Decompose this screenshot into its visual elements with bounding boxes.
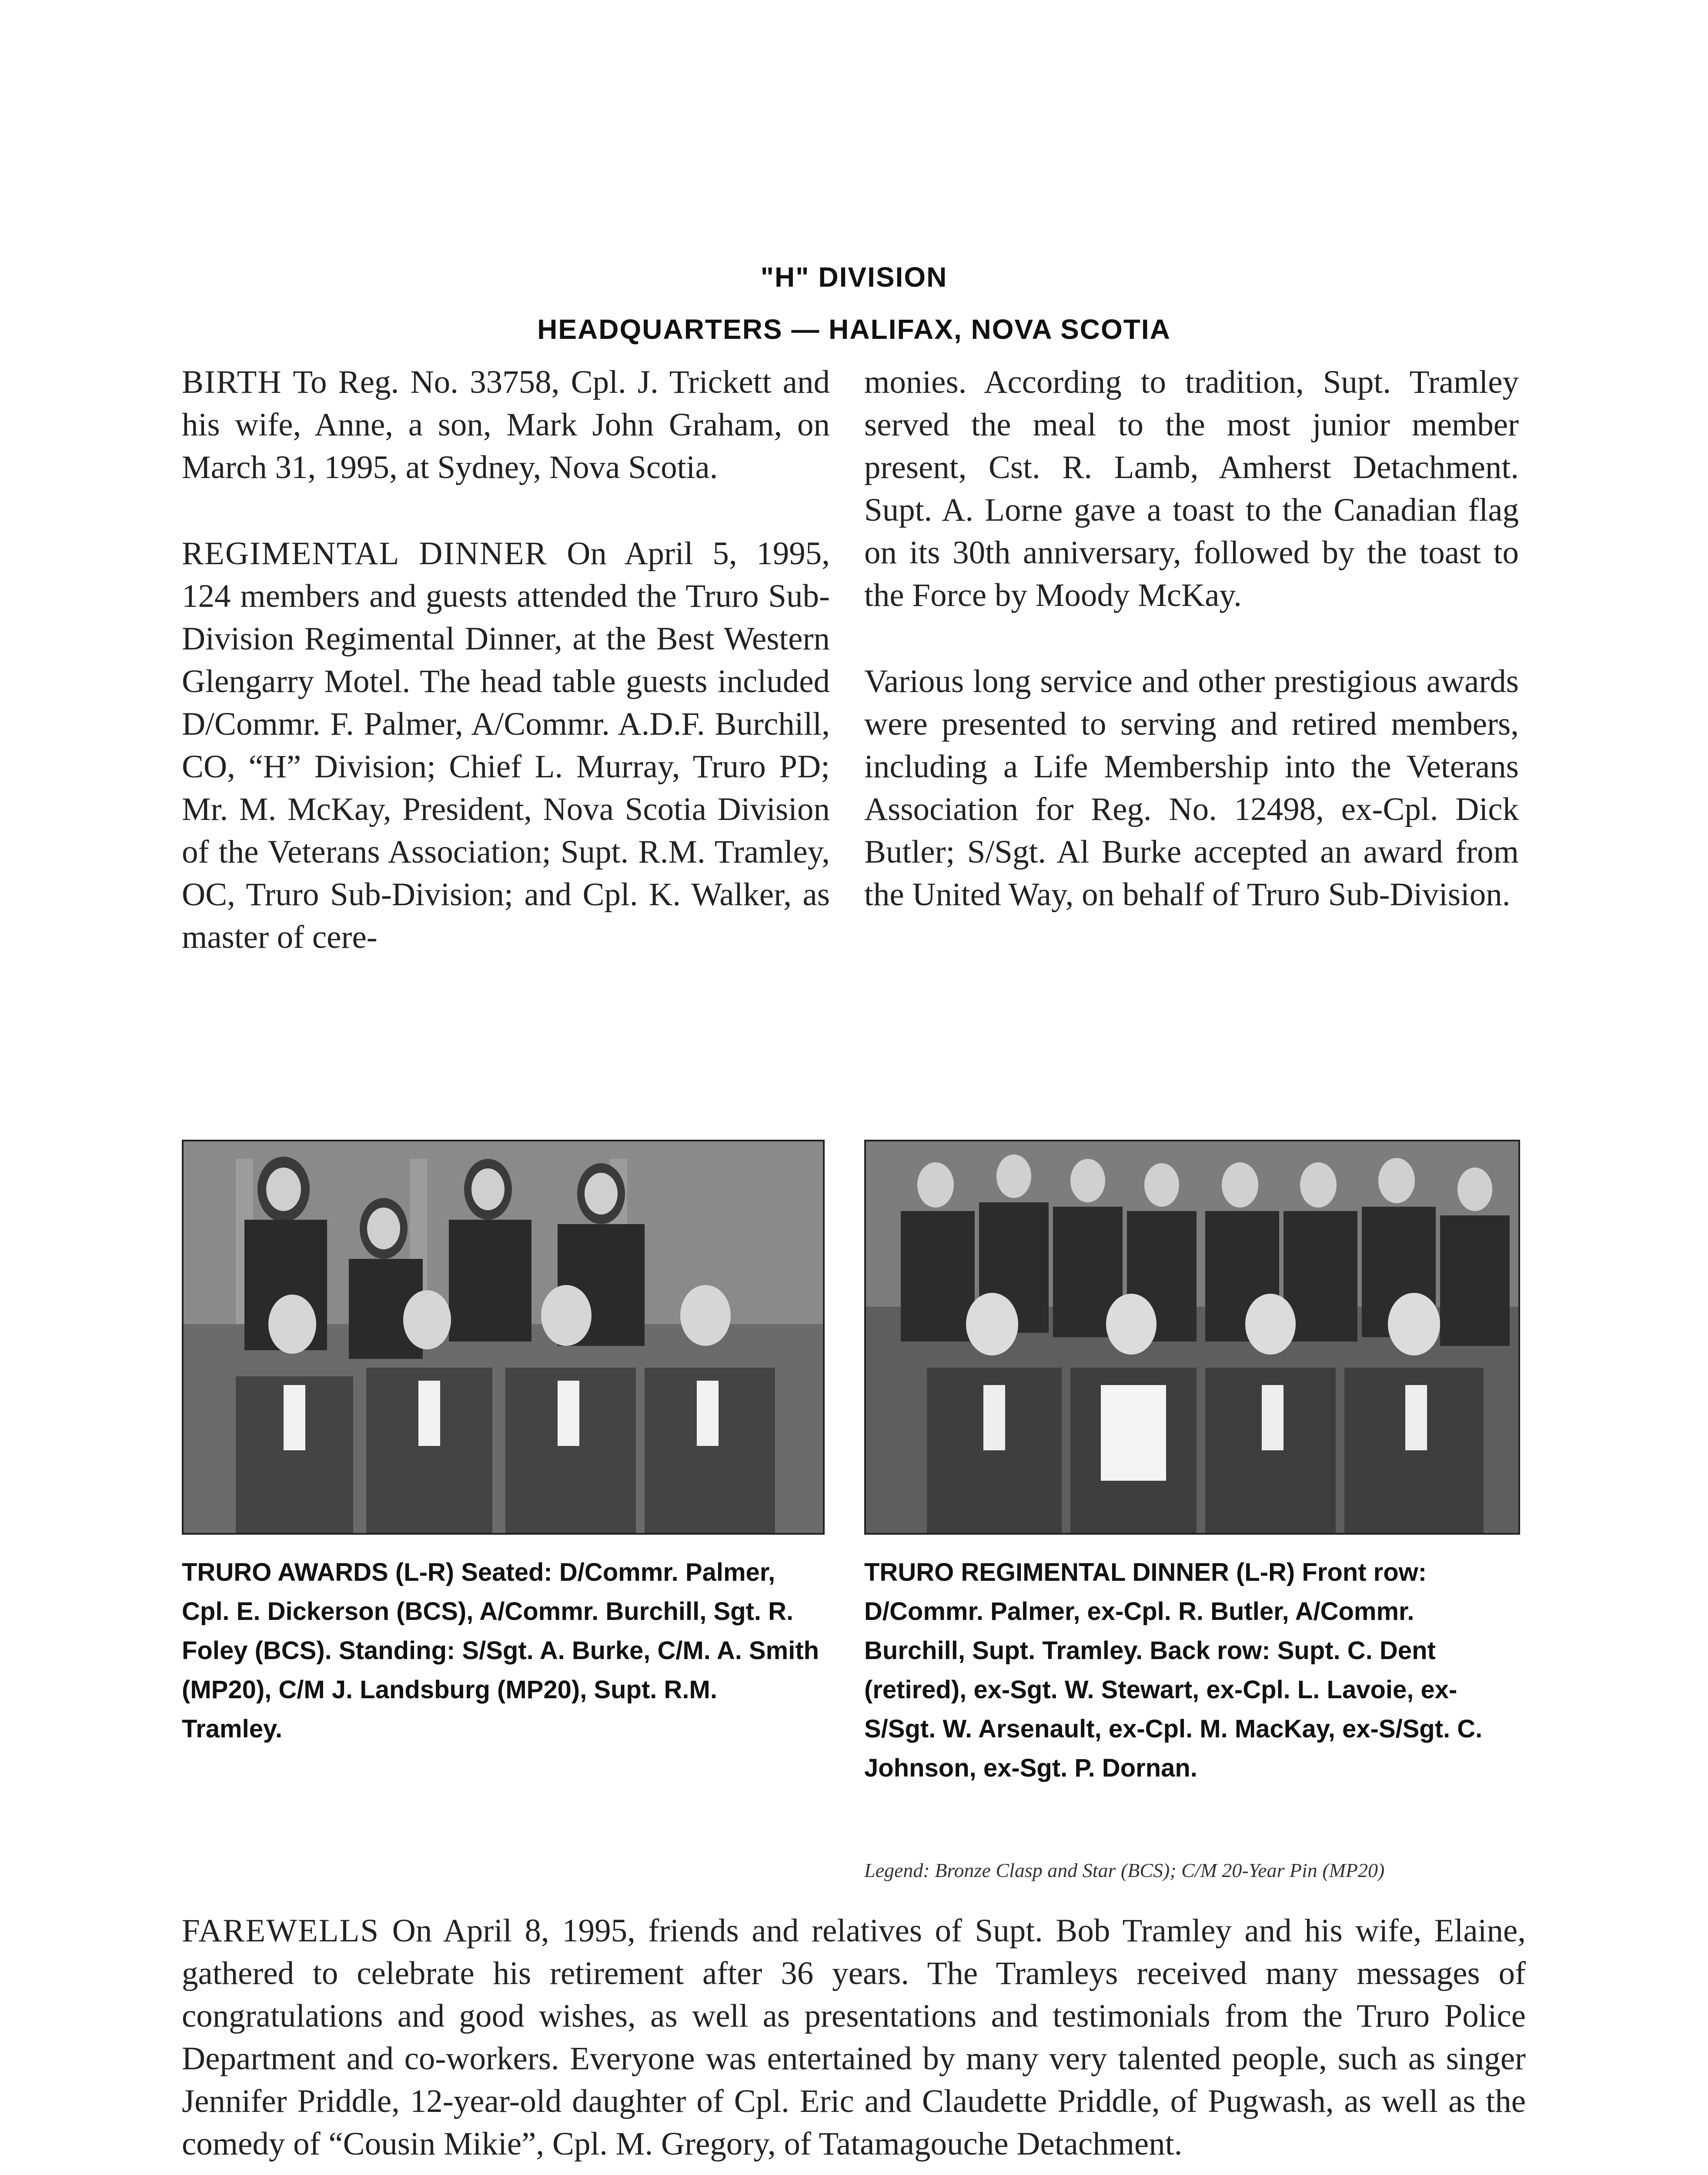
left-column (182, 361, 830, 1002)
farewells-paragraph (182, 1910, 1526, 2165)
dinner-heading: REGIMENTAL DINNER (182, 535, 548, 572)
birth-text: To Reg. No. 33758, Cpl. J. Trickett and his wife, Anne, a son, Mark John Graham, on March 31, 1995, at Sydney, Nova Scotia. (182, 364, 830, 485)
legend-note (864, 1857, 1517, 1884)
legend-label: Legend: (864, 1859, 930, 1881)
awards-photo-image (184, 1141, 823, 1533)
section-title: "H" DIVISION (760, 261, 948, 293)
awards-photo-caption: TRURO AWARDS (L-R) Seated: D/Commr. Palmer, Cpl. E. Dickerson (BCS), A/Commr. Burchill, Sgt. R. Foley (BCS). Standing: S/Sgt. A. Burke, C/M. A. Smith (MP20), C/M J. Landsburg (MP20), Supt. R.M. Tramley. (182, 1558, 819, 1743)
awards-photo (182, 1140, 825, 1535)
legend-text: Bronze Clasp and Star (BCS); C/M 20-Year Pin (MP20) (935, 1859, 1385, 1881)
birth-heading: BIRTH (182, 364, 282, 400)
ceremony-paragraph: monies. According to tradition, Supt. Tramley served the meal to the most junior member present, Cst. R. Lamb, Amherst Detachment. Supt. A. Lorne gave a toast to the Canadian flag on its 30th anniversary, followed by the toast to the Force by Moody McKay. (864, 364, 1519, 613)
farewells-text: On April 8, 1995, friends and relatives of Supt. Bob Tramley and his wife, Elaine, gathered to celebrate his retirement after 36 years. The Tramleys received many messages of congratulations and good wishes, as well as presentations and testimonials from the Truro Police Department and co-workers. Everyone was entertained by many very talented people, such as singer Jennifer Priddle, 12-year-old daughter of Cpl. Eric and Claudette Priddle, of Pugwash, as well as the comedy of “Cousin Mikie”, Cpl. M. Gregory, of Tatamagouche Detachment. (182, 1913, 1526, 2162)
right-column (864, 361, 1519, 960)
dinner-photo (864, 1140, 1520, 1535)
dinner-paragraph (182, 532, 830, 959)
awards-paragraph: Various long service and other prestigious awards were presented to serving and retired members, including a Life Membership into the Veterans Association for Reg. No. 12498, ex-Cpl. Dick Butler; S/Sgt. Al Burke accepted an award from the United Way, on behalf of Truro Sub-Division. (864, 663, 1519, 913)
dinner-photo-image (866, 1141, 1518, 1533)
farewells-heading: FAREWELLS (182, 1913, 380, 1949)
section-subtitle: HEADQUARTERS — HALIFAX, NOVA SCOTIA (537, 314, 1171, 345)
dinner-photo-caption: TRURO REGIMENTAL DINNER (L-R) Front row: D/Commr. Palmer, ex-Cpl. R. Butler, A/Commr. Burchill, Supt. Tramley. Back row: Supt. C. Dent (retired), ex-Sgt. W. Stewart, ex-Cpl. L. Lavoie, ex-S/Sgt. W. Arsenault, ex-Cpl. M. MacKay, ex-S/Sgt. C. Johnson, ex-Sgt. P. Dornan. (864, 1558, 1483, 1782)
dinner-text: On April 5, 1995, 124 members and guests attended the Truro Sub-Division Regimental Dinner, at the Best Western Glengarry Motel. The head table guests included D/Commr. F. Palmer, A/Commr. A.D.F. Burchill, CO, “H” Division; Chief L. Murray, Truro PD; Mr. M. McKay, President, Nova Scotia Division of the Veterans Association; Supt. R.M. Tramley, OC, Truro Sub-Division; and Cpl. K. Walker, as master of cere- (182, 535, 830, 955)
birth-paragraph (182, 361, 830, 489)
